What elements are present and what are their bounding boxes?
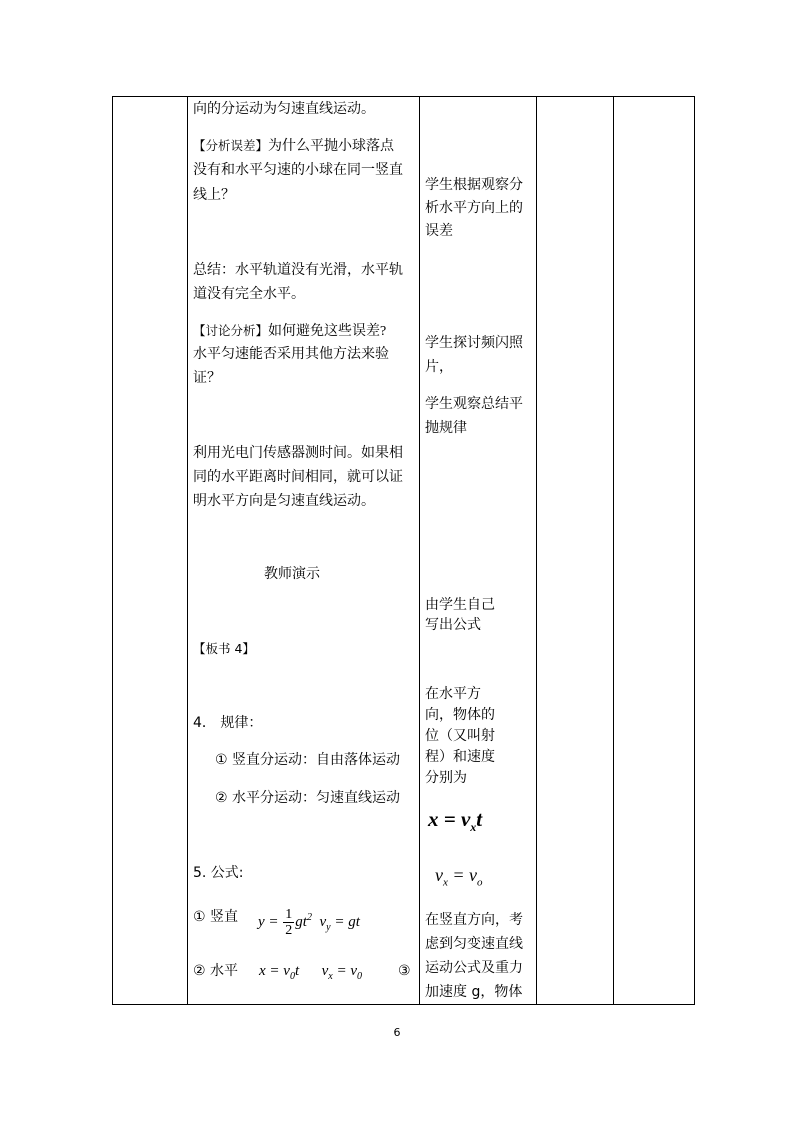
student-text: 抛规律 [425, 420, 467, 436]
student-text: 位（又叫射 [425, 728, 495, 744]
student-text: 误差 [425, 223, 453, 239]
law-item: ② 水平分运动：匀速直线运动 [215, 790, 401, 806]
column-divider-3 [536, 97, 537, 1004]
text-line: 水平匀速能否采用其他方法来验 [193, 346, 389, 362]
formula-range: $x = v_xt$ [428, 807, 483, 835]
text-line: 同的水平距离时间相同，就可以证 [193, 469, 403, 485]
column-divider-4 [613, 97, 614, 1004]
formula-velocity: $v_x = v_o$ [435, 865, 483, 889]
formula-title: 5. 公式: [193, 865, 244, 881]
analysis-tag: 【分析误差】 [193, 138, 269, 153]
discussion-tag: 【讨论分析】 [193, 323, 269, 338]
student-text: 程）和速度 [425, 749, 495, 765]
student-text: 由学生自己 [425, 597, 495, 613]
analysis-question-line1: 为什么平抛小球落点 [268, 139, 395, 154]
demo-heading: 教师演示 [264, 566, 320, 582]
column-divider-1 [187, 97, 188, 1004]
student-text: 学生根据观察分 [425, 177, 523, 193]
law-title: 4． 规律： [193, 715, 263, 731]
text-line: 利用光电门传感器测时间。如果相 [193, 445, 403, 461]
student-text: 学生探讨频闪照 [425, 335, 523, 351]
formula-horizontal: $x = v_0t$ $v_x = v_0$ [259, 963, 362, 982]
text-line: 向的分运动为匀速直线运动。 [193, 101, 375, 117]
formula-vertical: y = $\frac{1}{2}$ $gt^2$ $v_y$ = gt [258, 907, 360, 939]
formula-label-vertical: ① 竖直 [193, 909, 239, 925]
student-text: 在水平方 [425, 686, 481, 702]
formula-marker: ③ [398, 963, 411, 979]
student-text: 写出公式 [425, 617, 481, 633]
law-item: ① 竖直分运动：自由落体运动 [215, 752, 401, 768]
text-line: 证？ [193, 370, 221, 386]
student-text: 学生观察总结平 [425, 396, 523, 412]
analysis-question [193, 134, 394, 158]
student-text: 向，物体的 [425, 707, 495, 723]
column-divider-2 [419, 97, 420, 1004]
text-line: 没有和水平匀速的小球在同一竖直 [193, 162, 403, 178]
page-number: 6 [393, 1026, 401, 1039]
student-text: 在竖直方向，考 [425, 912, 523, 928]
student-text: 虑到匀变速直线 [425, 936, 523, 952]
student-text: 片， [425, 359, 453, 375]
formula-label-horizontal: ② 水平 [193, 963, 239, 979]
summary-line: 道没有完全水平。 [193, 286, 305, 302]
text-line: 线上？ [193, 187, 235, 203]
summary-line: 总结：水平轨道没有光滑，水平轨 [193, 262, 403, 278]
student-text: 分别为 [425, 770, 467, 786]
board-tag: 【板书 4】 [193, 641, 255, 656]
student-text: 运动公式及重力 [425, 960, 523, 976]
student-text: 加速度 g，物体 [425, 984, 523, 1000]
text-line: 明水平方向是匀速直线运动。 [193, 493, 375, 509]
discussion-question-line1: 如何避免这些误差? [268, 324, 387, 339]
student-text: 析水平方向上的 [425, 200, 523, 216]
discussion-question [193, 319, 386, 343]
